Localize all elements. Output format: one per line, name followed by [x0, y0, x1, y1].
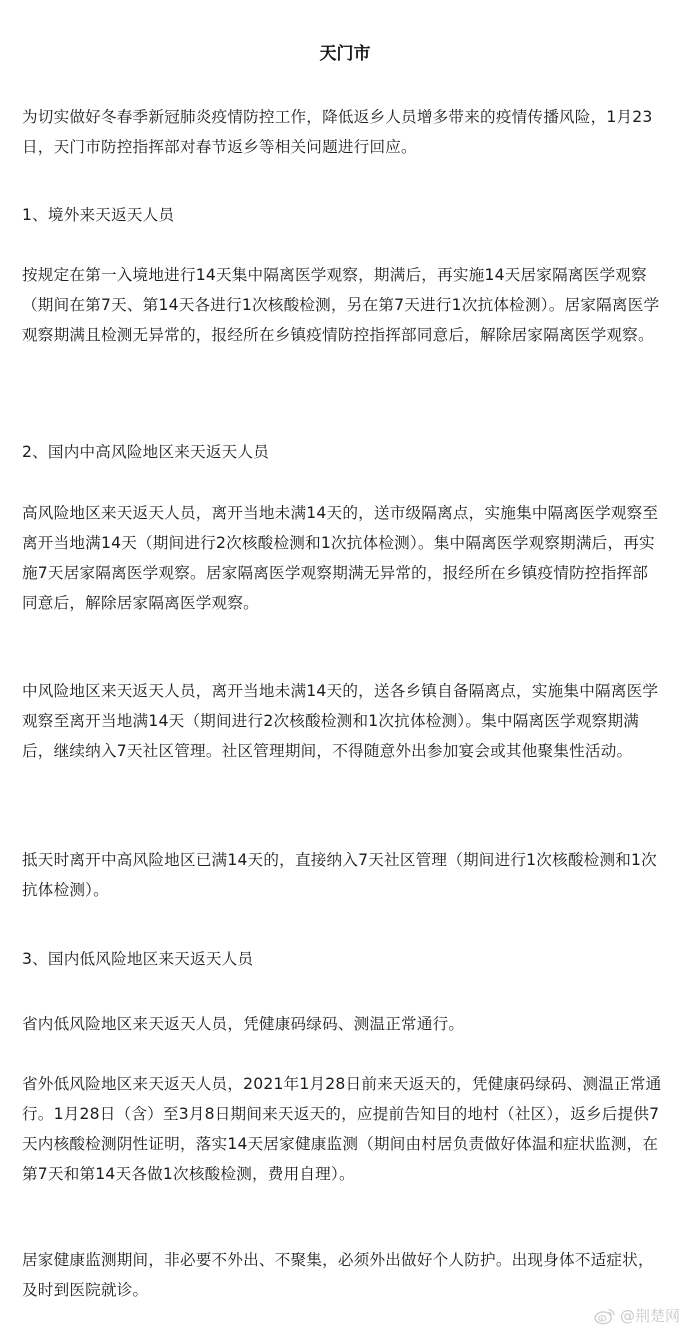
paragraph-high-risk: 高风险地区来天返天人员，离开当地未满14天的，送市级隔离点，实施集中隔离医学观察至离开当地满14天（期间进行2次核酸检测和1次抗体检测）。集中隔离医学观察期满后，再实施7天居家隔离医学观察。居家隔离医学观察期满无异常的，报经所在乡镇疫情防控指挥部同意后，解除居家隔离医学观察。 [22, 504, 659, 612]
section-heading-2: 2、国内中高风险地区来天返天人员 [22, 443, 270, 461]
paragraph-section-1: 按规定在第一入境地进行14天集中隔离医学观察，期满后，再实施14天居家隔离医学观察（期间在第7天、第14天各进行1次核酸检测，另在第7天进行1次抗体检测）。居家隔离医学观察期满且检测无异常的，报经所在乡镇疫情防控指挥部同意后，解除居家隔离医学观察。 [22, 266, 660, 344]
section-heading-3: 3、国内低风险地区来天返天人员 [22, 950, 254, 968]
paragraph-out-of-province: 省外低风险地区来天返天人员，2021年1月28日前来天返天的，凭健康码绿码、测温正常通行。1月28日（含）至3月8日期间来天返天的，应提前告知目的地村（社区），返乡后提供7天内核酸检测阴性证明，落实14天居家健康监测（期间由村居负责做好体温和症状监测，在第7天和第14天各做1次核酸检测，费用自理）。 [22, 1075, 662, 1183]
watermark-text: @荆楚网 [619, 1307, 680, 1325]
paragraph-medium-risk: 中风险地区来天返天人员，离开当地未满14天的，送各乡镇自备隔离点，实施集中隔离医学观察至离开当地满14天（期间进行2次核酸检测和1次抗体检测）。集中隔离医学观察期满后，继续纳入7天社区管理。社区管理期间，不得随意外出参加宴会或其他聚集性活动。 [22, 682, 659, 760]
section-heading-1: 1、境外来天返天人员 [22, 206, 175, 224]
paragraph-over-14-days: 抵天时离开中高风险地区已满14天的，直接纳入7天社区管理（期间进行1次核酸检测和1次抗体检测）。 [22, 851, 657, 899]
weibo-logo-icon [594, 1307, 616, 1325]
paragraph-health-monitoring: 居家健康监测期间，非必要不外出、不聚集，必须外出做好个人防护。出现身体不适症状，及时到医院就诊。 [22, 1251, 654, 1299]
paragraph-intro: 为切实做好冬春季新冠肺炎疫情防控工作，降低返乡人员增多带来的疫情传播风险，1月23日，天门市防控指挥部对春节返乡等相关问题进行回应。 [22, 108, 653, 156]
watermark [594, 1305, 680, 1326]
document-title: 天门市 [319, 44, 371, 64]
paragraph-in-province: 省内低风险地区来天返天人员，凭健康码绿码、测温正常通行。 [22, 1015, 465, 1033]
